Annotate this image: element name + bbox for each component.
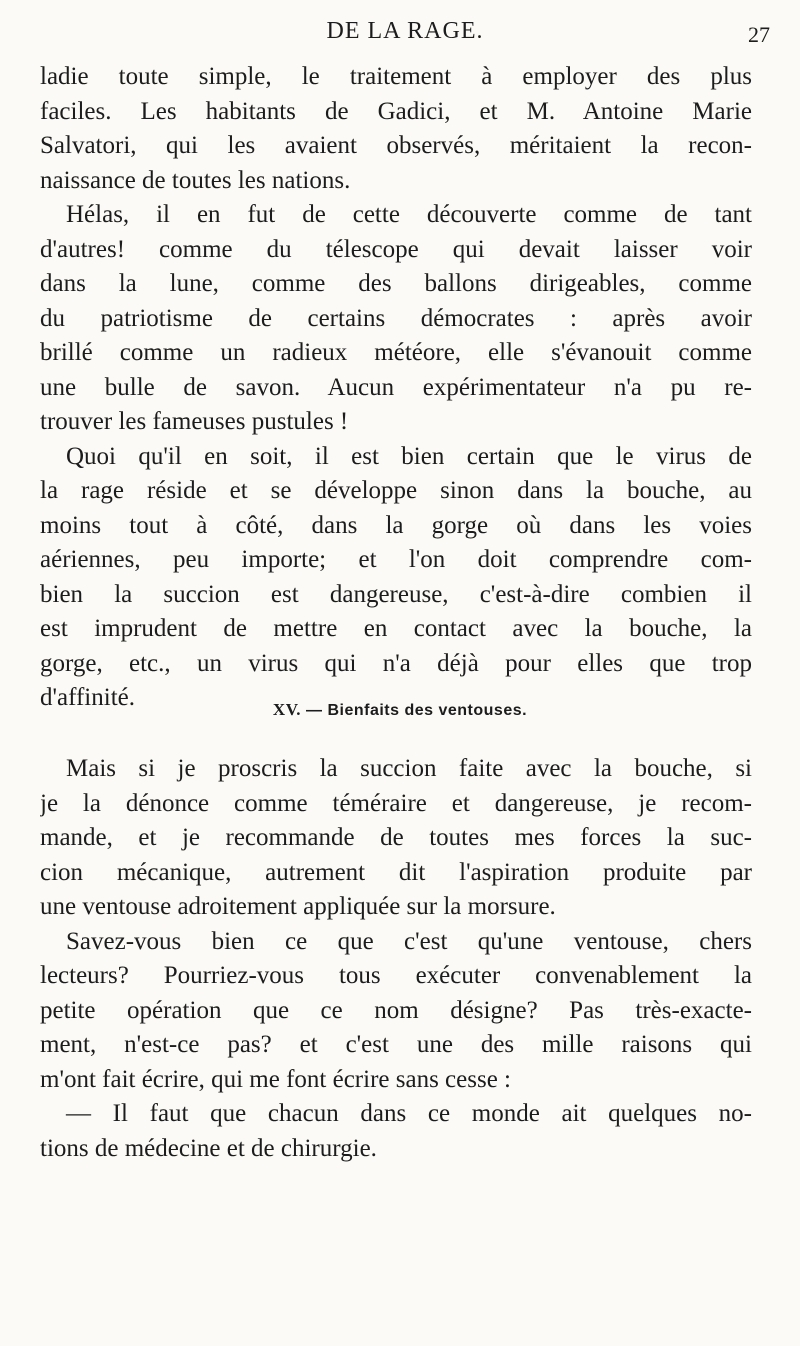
text-block-before-section	[40, 60, 752, 716]
text-line: Hélas, il en fut de cette découverte comme de tant	[66, 201, 752, 228]
text-line: petite opération que ce nom désigne? Pas très-exacte-	[40, 996, 752, 1024]
text-line: d'affinité.	[40, 684, 135, 711]
text-line: aériennes, peu importe; et l'on doit comprendre com-	[40, 546, 752, 573]
text-line: naissance de toutes les nations.	[40, 166, 351, 194]
text-line: du patriotisme de certains démocrates : après avoir	[40, 304, 752, 332]
page-header	[40, 18, 770, 52]
text-line: Mais si je proscris la succion faite avec la bouche, si	[66, 755, 752, 782]
text-line: mande, et je recommande de toutes mes forces la suc-	[40, 824, 752, 851]
text-line: faciles. Les habitants de Gadici, et M. Antoine Marie	[40, 97, 752, 125]
text-line: Savez-vous bien ce que c'est qu'une ventouse, chers	[66, 927, 752, 955]
text-line: lecteurs? Pourriez-vous tous exécuter convenablement la	[40, 962, 752, 989]
section-number: XV.	[272, 700, 302, 719]
text-block-after-section	[40, 752, 752, 1166]
text-line: trouver les fameuses pustules !	[40, 408, 349, 435]
text-line: cion mécanique, autrement dit l'aspiration produite par	[40, 858, 752, 886]
text-line: moins tout à côté, dans la gorge où dans les voies	[40, 511, 752, 539]
text-line: une bulle de savon. Aucun expérimentateur n'a pu re-	[40, 373, 752, 401]
text-line: Salvatori, qui les avaient observés, méritaient la recon-	[40, 132, 752, 159]
section-heading	[0, 700, 800, 720]
text-line: ment, n'est-ce pas? et c'est une des mille raisons qui	[40, 1031, 752, 1058]
text-line: bien la succion est dangereuse, c'est-à-dire combien il	[40, 580, 752, 608]
text-line: tions de médecine et de chirurgie.	[40, 1134, 377, 1162]
page-number: 27	[748, 22, 770, 47]
text-line: d'autres! comme du télescope qui devait laisser voir	[40, 235, 752, 263]
section-title: Bienfaits des ventouses.	[327, 702, 528, 719]
text-line: ladie toute simple, le traitement à employer des plus	[40, 63, 752, 90]
text-line: une ventouse adroitement appliquée sur la morsure.	[40, 893, 556, 920]
text-line: je la dénonce comme téméraire et dangereuse, je recom-	[40, 789, 752, 817]
text-line: — Il faut que chacun dans ce monde ait quelques no-	[66, 1100, 752, 1127]
running-title: DE LA RAGE.	[326, 18, 484, 44]
text-line: dans la lune, comme des ballons dirigeables, comme	[40, 270, 752, 297]
text-line: m'ont fait écrire, qui me font écrire sans cesse :	[40, 1065, 511, 1093]
text-line: est imprudent de mettre en contact avec la bouche, la	[40, 615, 752, 642]
text-line: la rage réside et se développe sinon dans la bouche, au	[40, 477, 752, 504]
text-line: brillé comme un radieux météore, elle s'évanouit comme	[40, 339, 752, 366]
section-dash: —	[306, 702, 323, 719]
text-line: gorge, etc., un virus qui n'a déjà pour elles que trop	[40, 649, 752, 677]
text-line: Quoi qu'il en soit, il est bien certain que le virus de	[66, 442, 752, 470]
